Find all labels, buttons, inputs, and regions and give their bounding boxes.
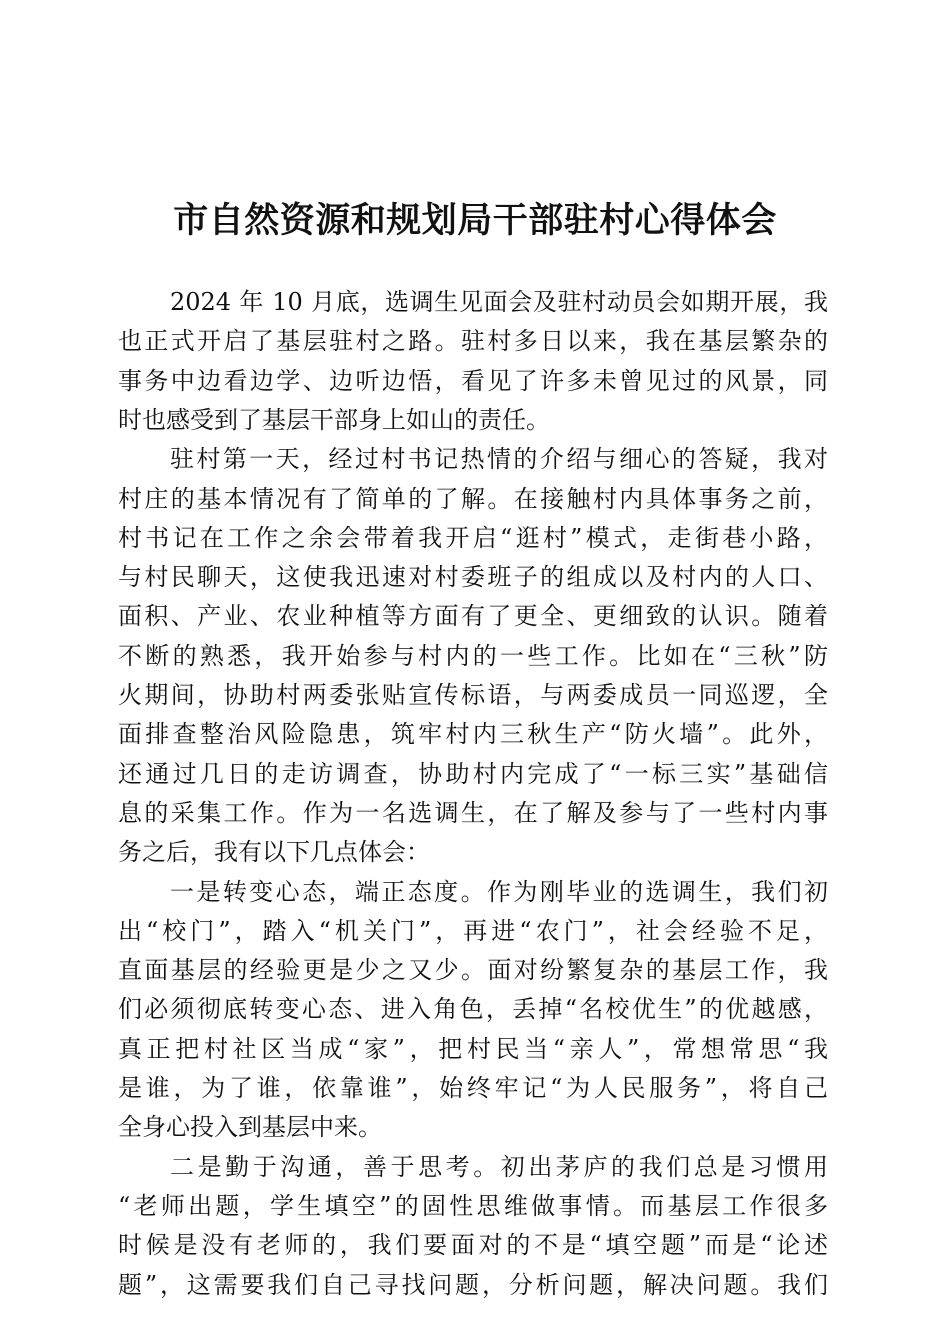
body-line: 务之后，我有以下几点体会： [118, 838, 430, 867]
body-line: 也正式开启了基层驻村之路。驻村多日以来，我在基层繁杂的 [118, 327, 828, 356]
body-line: 题”，这需要我们自己寻找问题，分析问题，解决问题。我们 [118, 1270, 828, 1299]
body-line: 二是勤于沟通，善于思考。初出茅庐的我们总是习惯用 [170, 1152, 828, 1181]
body-line: 火期间，协助村两委张贴宣传标语，与两委成员一同巡逻，全 [118, 681, 828, 709]
body-line: 息的采集工作。作为一名选调生，在了解及参与了一些村内事 [118, 798, 828, 827]
body-line: 们必须彻底转变心态、进入角色，丢掉“名校优生”的优越感， [118, 995, 828, 1024]
body-line: “老师出题，学生填空”的固性思维做事情。而基层工作很多 [118, 1191, 828, 1220]
body-line: 村庄的基本情况有了简单的了解。在接触村内具体事务之前， [118, 484, 828, 513]
body-line: 2024 年 10 月底，选调生见面会及驻村动员会如期开展，我 [170, 288, 828, 316]
body-line: 真正把村社区当成“家”，把村民当“亲人”，常想常思“我 [118, 1034, 828, 1063]
body-line: 事务中边看边学、边听边悟，看见了许多未曾见过的风景，同 [118, 366, 828, 395]
body-line: 时也感受到了基层干部身上如山的责任。 [118, 405, 550, 434]
body-line: 还通过几日的走访调查，协助村内完成了“一标三实”基础信 [118, 759, 828, 788]
body-line: 一是转变心态，端正态度。作为刚毕业的选调生，我们初 [170, 877, 828, 906]
body-line: 直面基层的经验更是少之又少。面对纷繁复杂的基层工作，我 [118, 956, 828, 985]
body-line: 面积、产业、农业种植等方面有了更全、更细致的认识。随着 [118, 602, 828, 631]
body-line: 全身心投入到基层中来。 [118, 1113, 382, 1142]
body-line: 与村民聊天，这使我迅速对村委班子的组成以及村内的人口、 [118, 563, 828, 592]
body-line: 面排查整治风险隐患，筑牢村内三秋生产“防火墙”。此外， [118, 720, 828, 749]
body-line: 出“校门”，踏入“机关门”，再进“农门”，社会经验不足， [118, 916, 828, 945]
body-line: 驻村第一天，经过村书记热情的介绍与细心的答疑，我对 [170, 445, 828, 474]
document-title: 市自然资源和规划局干部驻村心得体会 [173, 200, 777, 241]
body-line: 不断的熟悉，我开始参与村内的一些工作。比如在“三秋”防 [118, 641, 828, 670]
body-line: 时候是没有老师的，我们要面对的不是“填空题”而是“论述 [118, 1231, 828, 1260]
body-line: 是谁，为了谁，依靠谁”，始终牢记“为人民服务”，将自己 [118, 1074, 828, 1102]
body-line: 村书记在工作之余会带着我开启“逛村”模式，走街巷小路， [118, 523, 828, 552]
